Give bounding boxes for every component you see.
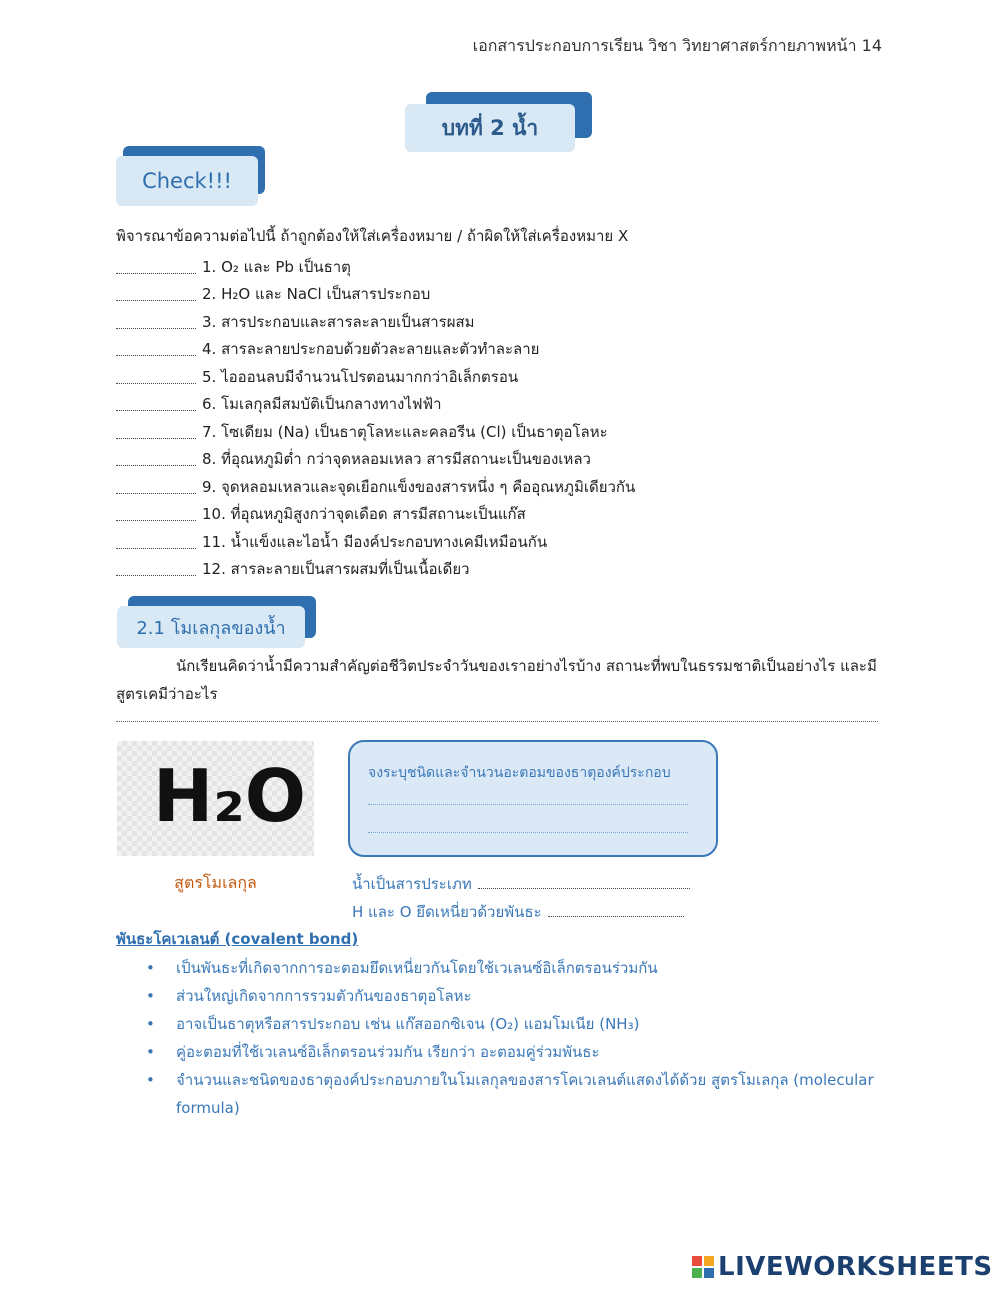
answer-blank[interactable] [116,479,196,494]
check-question-list [116,251,635,581]
question-item: 6. โมเลกุลมีสมบัติเป็นกลางทางไฟฟ้า [116,389,635,417]
logo-text: LIVEWORKSHEETS [718,1252,993,1282]
question-item: 3. สารประกอบและสารละลายเป็นสารผสม [116,306,635,334]
question-item: 1. O₂ และ Pb เป็นธาตุ [116,251,635,279]
answer-blank[interactable] [116,314,196,329]
bubble-prompt: จงระบุชนิดและจำนวนอะตอมของธาตุองค์ประกอบ [368,765,671,781]
question-item: 5. ไอออนลบมีจำนวนโปรตอนมากกว่าอิเล็กตรอน [116,361,635,389]
question-bubble [348,740,718,857]
list-item: • ส่วนใหญ่เกิดจากการรวมตัวกันของธาตุอโลหะ [146,982,876,1010]
h2o-formula-image [117,741,314,856]
liveworksheets-logo[interactable] [692,1252,993,1282]
section-title: 2.1 โมเลกุลของน้ำ [117,606,305,648]
check-instruction: พิจารณาข้อความต่อไปนี้ ถ้าถูกต้องให้ใส่เครื่องหมาย / ถ้าผิดให้ใส่เครื่องหมาย X [116,227,629,245]
bullet-icon: • [146,987,155,1005]
chapter-title: บทที่ 2 น้ำ [405,104,575,152]
list-item: • เป็นพันธะที่เกิดจากการอะตอมยึดเหนี่ยวกันโดยใช้เวเลนซ์อิเล็กตรอนร่วมกัน [146,954,876,982]
bubble-answer-line[interactable] [368,804,688,805]
answer-blank[interactable] [116,341,196,356]
h2o-text: H₂O [152,754,306,838]
page-header: เอกสารประกอบการเรียน วิชา วิทยาศาสตร์กายภาพหน้า 14 [472,36,882,55]
bullet-icon: • [146,959,155,977]
bullet-icon: • [146,1043,155,1061]
list-item: • อาจเป็นธาตุหรือสารประกอบ เช่น แก๊สออกซิเจน (O₂) แอมโมเนีย (NH₃) [146,1010,876,1038]
question-item: 7. โซเดียม (Na) เป็นธาตุโลหะและคลอรีน (Cl) เป็นธาตุอโลหะ [116,416,635,444]
question-item: 11. น้ำแข็งและไอน้ำ มีองค์ประกอบทางเคมีเหมือนกัน [116,526,635,554]
bullet-icon: • [146,1071,155,1089]
answer-line-bond: H และ O ยึดเหนี่ยวด้วยพันธะ [352,900,684,924]
answer-dotted-line[interactable] [116,721,878,722]
answer-blank[interactable] [116,424,196,439]
check-title: Check!!! [116,156,258,206]
h2o-formula-drawing [151,751,306,846]
list-item: • จำนวนและชนิดของธาตุองค์ประกอบภายในโมเลกุลของสารโคเวเลนต์แสดงได้ด้วย สูตรโมเลกุล (molecular formula) [146,1066,876,1122]
answer-blank[interactable] [116,451,196,466]
question-item: 8. ที่อุณหภูมิต่ำ กว่าจุดหลอมเหลว สารมีสถานะเป็นของเหลว [116,444,635,472]
answer-blank[interactable] [116,506,196,521]
covalent-title: พันธะโคเวเลนต์ (covalent bond) [116,930,359,948]
answer-line-type: น้ำเป็นสารประเภท [352,872,690,896]
answer-blank[interactable] [116,561,196,576]
answer-blank[interactable] [116,286,196,301]
bubble-answer-line[interactable] [368,832,688,833]
section-paragraph: นักเรียนคิดว่าน้ำมีความสำคัญต่อชีวิตประจำวันของเราอย่างไรบ้าง สถานะที่พบในธรรมชาติเป็นอย่างไร และมีสูตรเคมีว่าอะไร [116,657,877,703]
answer-blank[interactable] [548,904,684,917]
question-item: 4. สารละลายประกอบด้วยตัวละลายและตัวทำละลาย [116,334,635,362]
answer-blank[interactable] [116,534,196,549]
question-item: 9. จุดหลอมเหลวและจุดเยือกแข็งของสารหนึ่ง ๆ คืออุณหภูมิเดียวกัน [116,471,635,499]
answer-blank[interactable] [478,876,690,889]
answer-blank[interactable] [116,396,196,411]
logo-grid-icon [692,1256,714,1278]
list-item: • คู่อะตอมที่ใช้เวเลนซ์อิเล็กตรอนร่วมกัน เรียกว่า อะตอมคู่ร่วมพันธะ [146,1038,876,1066]
covalent-list [146,954,876,1122]
formula-label: สูตรโมเลกุล [174,873,257,892]
question-item: 2. H₂O และ NaCl เป็นสารประกอบ [116,279,635,307]
bullet-icon: • [146,1015,155,1033]
question-item: 12. สารละลายเป็นสารผสมที่เป็นเนื้อเดียว [116,554,635,582]
question-item: 10. ที่อุณหภูมิสูงกว่าจุดเดือด สารมีสถานะเป็นแก๊ส [116,499,635,527]
answer-blank[interactable] [116,259,196,274]
answer-blank[interactable] [116,369,196,384]
